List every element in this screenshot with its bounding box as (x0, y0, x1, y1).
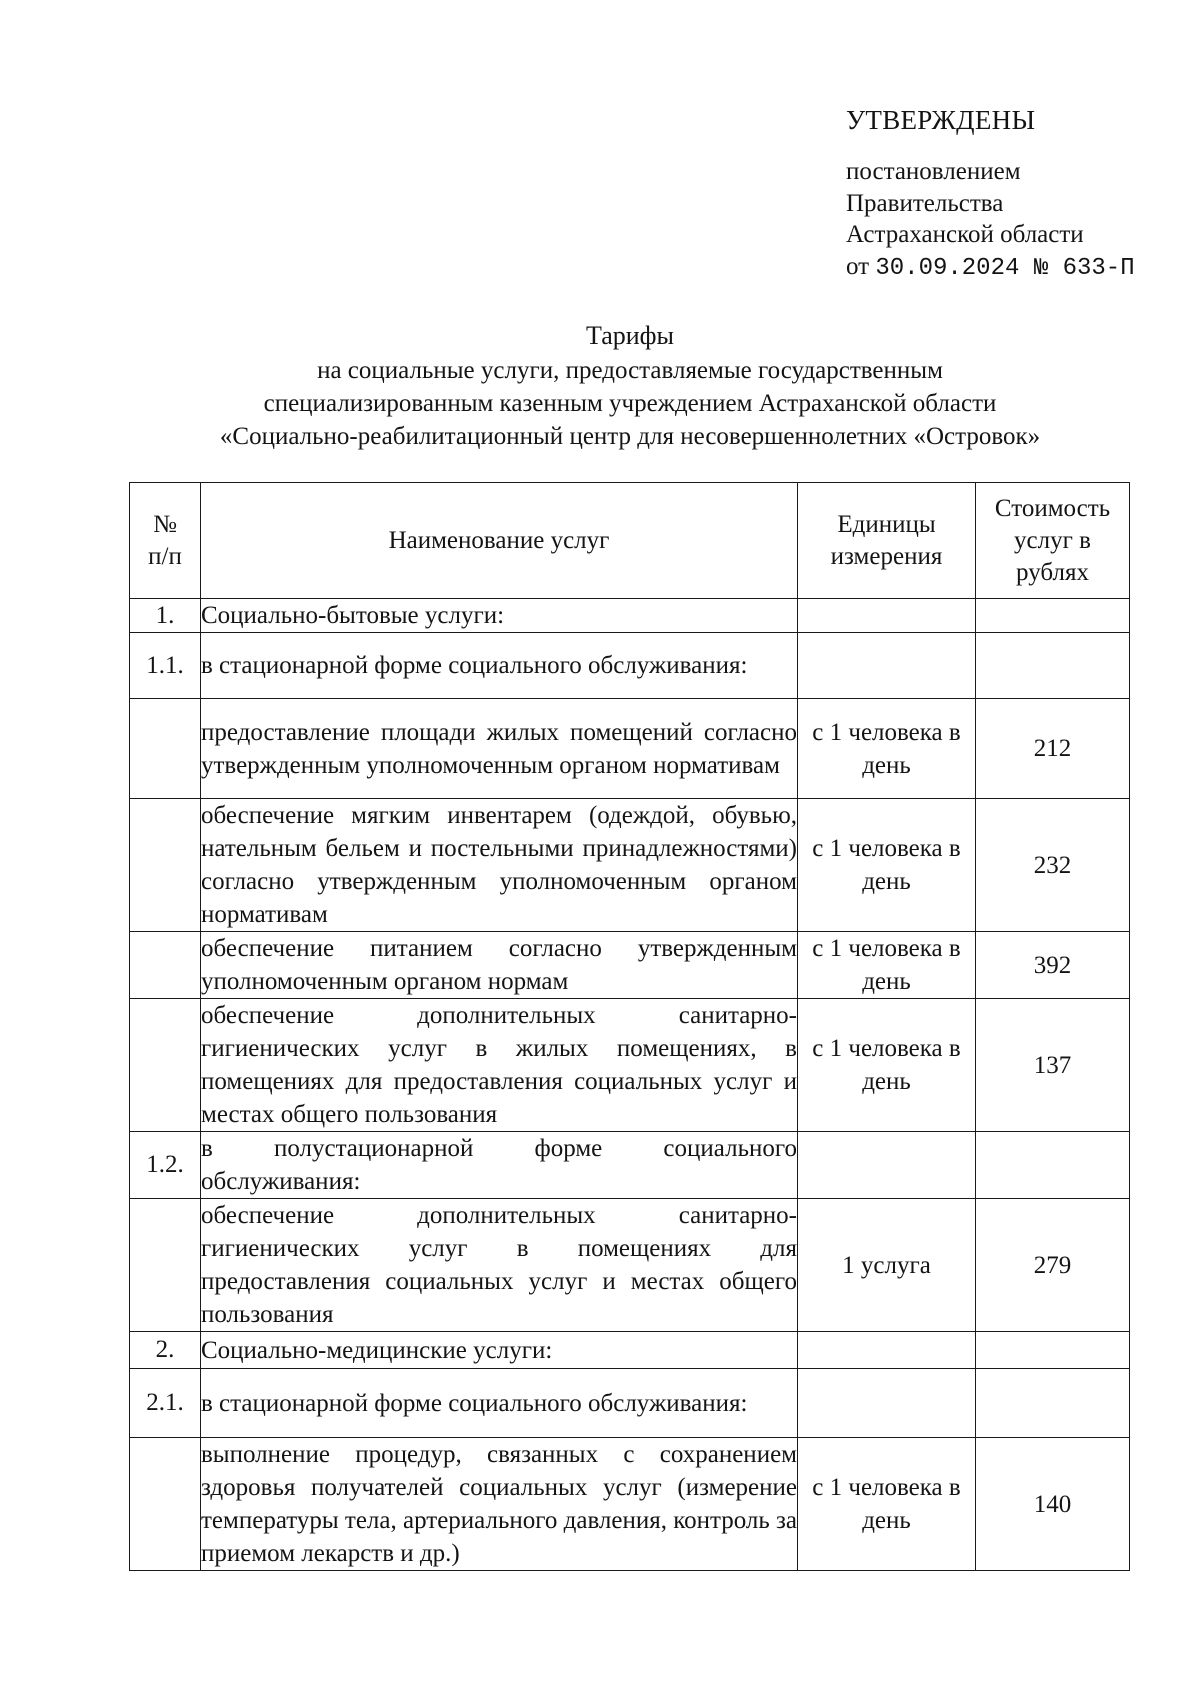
table-row (130, 1438, 1130, 1571)
row-name: обеспечение дополнительных санитарно-гигиенических услуг в помещениях для предоставления социальных услуг и местах общего пользования (201, 1199, 798, 1332)
document-subtitle-line-2: специализированным казенным учреждением Астраханской области (263, 390, 997, 417)
row-num (130, 799, 201, 932)
row-price (976, 1369, 1130, 1438)
document-subtitle-line-1: на социальные услуги, предоставляемые государственным (317, 357, 943, 384)
header-price: Стоимость услуг в рублях (976, 483, 1130, 599)
row-unit (798, 1132, 976, 1199)
row-num: 1.1. (130, 633, 201, 699)
approval-line-government: Правительства (846, 189, 1004, 217)
row-name: в стационарной форме социального обслуживания: (201, 633, 798, 699)
row-price (976, 599, 1130, 633)
row-num (130, 932, 201, 999)
approval-heading: УТВЕРЖДЕНЫ (846, 105, 1036, 135)
approval-line-region: Астраханской области (846, 221, 1084, 248)
row-name: в полустационарной форме социального обслуживания: (201, 1132, 798, 1199)
row-unit: с 1 человека в день (798, 932, 976, 999)
row-name: обеспечение дополнительных санитарно-гигиенических услуг в жилых помещениях, в помещениях для предоставления социальных услуг и местах общего пользования (201, 999, 798, 1132)
row-price: 232 (976, 799, 1130, 932)
row-name: предоставление площади жилых помещений согласно утвержденным уполномоченным органом нормативам (201, 699, 798, 799)
row-num: 2.1. (130, 1369, 201, 1438)
row-num: 1.2. (130, 1132, 201, 1199)
approval-date-line (846, 251, 1176, 285)
approval-date-number: 30.09.2024 № 633-П (875, 254, 1135, 282)
tariffs-table (129, 482, 1130, 1571)
table-header-row (130, 483, 1130, 599)
row-price: 212 (976, 699, 1130, 799)
row-name: обеспечение питанием согласно утвержденным уполномоченным органом нормам (201, 932, 798, 999)
row-unit (798, 1369, 976, 1438)
row-num (130, 1438, 201, 1571)
row-num: 1. (130, 599, 201, 633)
row-name: Социально-медицинские услуги: (201, 1332, 798, 1369)
table-row (130, 599, 1130, 633)
row-unit: 1 услуга (798, 1199, 976, 1332)
document-title: Тарифы (585, 321, 674, 350)
document-subtitle-line-3: «Социально-реабилитационный центр для несовершеннолетних «Островок» (219, 423, 1041, 450)
header-unit: Единицы измерения (798, 483, 976, 599)
row-name: обеспечение мягким инвентарем (одеждой, обувью, нательным бельем и постельными принадлежностями) согласно утвержденным уполномоченным органом нормативам (201, 799, 798, 932)
row-unit: с 1 человека в день (798, 1438, 976, 1571)
document-title-block (100, 320, 1160, 453)
table-row (130, 799, 1130, 932)
header-name: Наименование услуг (201, 483, 798, 599)
table-row (130, 1332, 1130, 1369)
row-num: 2. (130, 1332, 201, 1369)
row-unit: с 1 человека в день (798, 699, 976, 799)
table-row (130, 1132, 1130, 1199)
row-price: 279 (976, 1199, 1130, 1332)
table-row (130, 932, 1130, 999)
row-unit: с 1 человека в день (798, 999, 976, 1132)
row-unit (798, 1332, 976, 1369)
header-num: № п/п (130, 483, 201, 599)
row-unit (798, 599, 976, 633)
approval-line-decree: постановлением (846, 158, 1021, 185)
approval-date-prefix: от (846, 252, 870, 280)
row-num (130, 999, 201, 1132)
row-price: 140 (976, 1438, 1130, 1571)
row-name: выполнение процедур, связанных с сохранением здоровья получателей социальных услуг (измерение температуры тела, артериального давления, контроль за приемом лекарств и др.) (201, 1438, 798, 1571)
table-row (130, 999, 1130, 1132)
row-num (130, 1199, 201, 1332)
row-price: 137 (976, 999, 1130, 1132)
table-row (130, 1199, 1130, 1332)
row-unit: с 1 человека в день (798, 799, 976, 932)
row-name: в стационарной форме социального обслуживания: (201, 1369, 798, 1438)
row-num (130, 699, 201, 799)
approval-block (846, 100, 1176, 284)
row-price (976, 1332, 1130, 1369)
table-row (130, 633, 1130, 699)
row-price: 392 (976, 932, 1130, 999)
table-row (130, 699, 1130, 799)
row-price (976, 633, 1130, 699)
row-unit (798, 633, 976, 699)
row-name: Социально-бытовые услуги: (201, 599, 798, 633)
table-row (130, 1369, 1130, 1438)
row-price (976, 1132, 1130, 1199)
